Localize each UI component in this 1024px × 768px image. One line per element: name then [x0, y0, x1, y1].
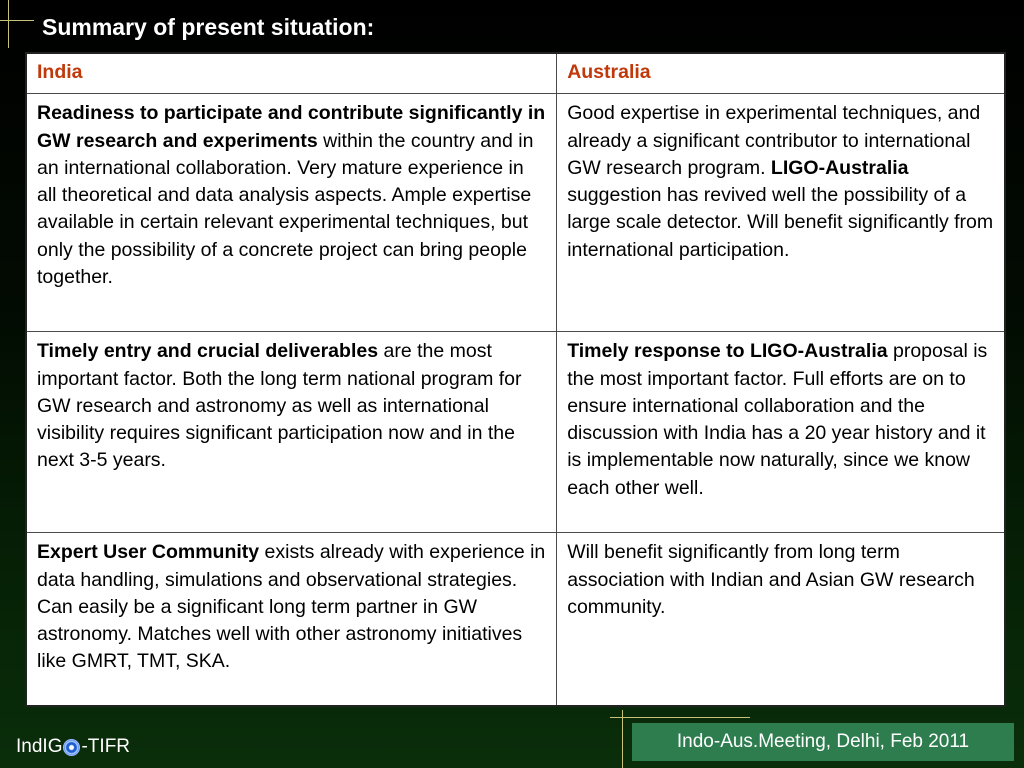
- decorative-line-vertical-top: [8, 0, 9, 48]
- cell-bold-text: Expert User Community: [37, 541, 260, 564]
- cell-text: suggestion has revived well the possibility of a large scale detector. Will benefit significantly from international participation.: [567, 184, 994, 261]
- cell-bold-text: LIGO-Australia: [770, 156, 909, 179]
- cell-text: Will benefit significantly from long term association with Indian and Asian GW research community.: [567, 541, 975, 618]
- footer-org-prefix: IndIG: [16, 736, 63, 757]
- table-header-row: [26, 53, 1005, 94]
- header-india: India: [26, 53, 557, 94]
- globe-icon: [63, 739, 80, 756]
- table-row: [26, 332, 1005, 533]
- decorative-line-vertical-bottom: [622, 710, 623, 768]
- table-row: [26, 94, 1005, 332]
- cell-bold-text: Readiness to participate and contribute significantly in GW research and experiments: [37, 102, 546, 152]
- cell-australia-benefit: [557, 533, 1005, 707]
- cell-bold-text: Timely response to LIGO-Australia: [567, 340, 888, 363]
- cell-india-readiness: [26, 94, 557, 332]
- cell-text: exists already with experience in data handling, simulations and observational strategies. Can easily be a significant long term partner in GW astronomy. Matches well with other astronomy initiatives like GMRT, TMT, SKA.: [37, 541, 546, 673]
- cell-text: within the country and in an international collaboration. Very mature experience in all theoretical and data analysis aspects. Ample expertise available in certain relevant experimental techniques, but only the possibility of a concrete project can bring people together.: [37, 129, 534, 289]
- decorative-line-horizontal-top: [0, 20, 34, 21]
- table-row: [26, 533, 1005, 707]
- decorative-line-horizontal-bottom: [610, 717, 750, 718]
- slide-title: Summary of present situation:: [42, 14, 375, 40]
- cell-india-expert-community: [26, 533, 557, 707]
- cell-bold-text: Timely entry and crucial deliverables: [37, 340, 379, 363]
- cell-australia-expertise: [557, 94, 1005, 332]
- comparison-table: [25, 52, 1006, 707]
- footer-organization: [16, 736, 130, 758]
- cell-india-timely-entry: [26, 332, 557, 533]
- header-australia: Australia: [557, 53, 1005, 94]
- cell-text: are the most important factor. Both the long term national program for GW research and astronomy as well as international visibility requires significant participation now and in the next 3-5 years.: [37, 340, 522, 472]
- cell-australia-timely-response: [557, 332, 1005, 533]
- cell-text: proposal is the most important factor. Full efforts are on to ensure international collaboration and the discussion with India has a 20 year history and it is implementable now naturally, since we know each other well.: [567, 340, 988, 499]
- footer-org-suffix: -TIFR: [81, 736, 131, 757]
- cell-text: Good expertise in experimental techniques, and already a significant contributor to international GW research program.: [567, 102, 981, 179]
- footer-meeting-label: Indo-Aus.Meeting, Delhi, Feb 2011: [632, 723, 1014, 761]
